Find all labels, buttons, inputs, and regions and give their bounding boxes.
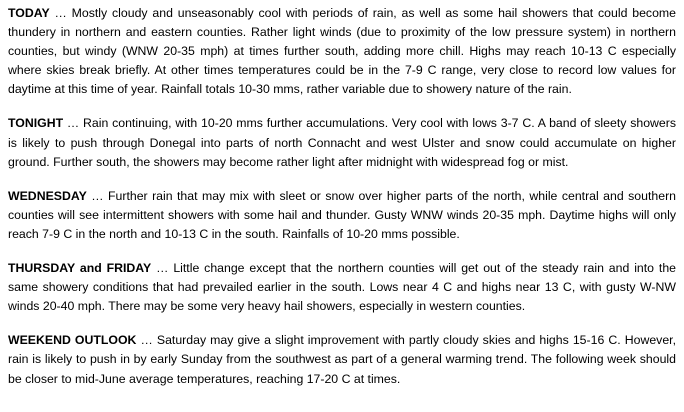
forecast-tonight <box>8 114 676 171</box>
forecast-today <box>8 4 676 99</box>
forecast-heading: THURSDAY and FRIDAY <box>8 261 152 276</box>
forecast-text: … Little change except that the northern counties will get out of the steady rain and into the same showery conditions that had prevailed earlier in the south. Lows near 4 C and highs near 13 C, with gusty W-NW winds 20-40 mph. There may be some very heavy hail showers, especially in western counties. <box>8 261 676 314</box>
forecast-text: … Saturday may give a slight improvement with partly cloudy skies and highs 15-16 C. However, rain is likely to push in by early Sunday from the southwest as part of a general warming trend. The following week should be closer to mid-June average temperatures, reaching 17-20 C at times. <box>8 333 677 386</box>
forecast-text: … Further rain that may mix with sleet or snow over higher parts of the north, while central and southern counties will see intermittent showers with some hail and thunder. Gusty WNW winds 20-35 mph. Daytime highs will only reach 7-9 C in the north and 10-13 C in the south. Rainfalls of 10-20 mms possible. <box>8 188 676 241</box>
forecast-heading: TONIGHT <box>8 116 64 131</box>
forecast-weekend-outlook <box>8 331 676 388</box>
forecast-thursday-friday <box>8 259 676 316</box>
forecast-heading: WEDNESDAY <box>8 188 87 203</box>
forecast-text: … Mostly cloudy and unseasonably cool with periods of rain, as well as some hail showers that could become thundery in northern and eastern counties. Rather light winds (due to proximity of the low pressure system) in northern counties, but windy (WNW 20-35 mph) at times further south, adding more chill. Highs may reach 10-13 C especially where skies break briefly. At other times temperatures could be in the 7-9 C range, very close to record low values for daytime at this time of year. Rainfall totals 10-30 mms, rather variable due to showery nature of the rain. <box>8 6 676 97</box>
forecast-heading: WEEKEND OUTLOOK <box>8 333 137 348</box>
forecast-text: … Rain continuing, with 10-20 mms further accumulations. Very cool with lows 3-7 C. A band of sleety showers is likely to push through Donegal into parts of north Connacht and west Ulster and snow could accumulate on higher ground. Further south, the showers may become rather light after midnight with widespread fog or mist. <box>8 116 676 169</box>
forecast-wednesday <box>8 187 676 244</box>
forecast-heading: TODAY <box>8 6 50 20</box>
